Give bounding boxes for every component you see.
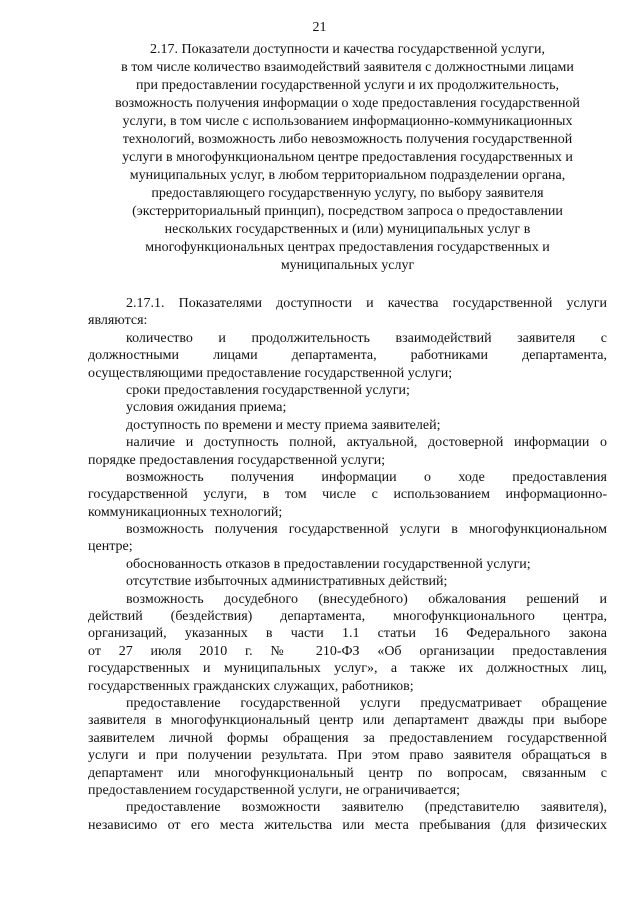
body-line: предоставление государственной услуги предусматривает обращение [126,695,607,711]
heading-line: нескольких государственных и (или) муниципальных услуг в [164,222,531,237]
heading-line: в том числе количество взаимодействий заявителя с должностными лицами [121,60,574,75]
heading-line: (экстерриториальный принцип), посредством запроса о предоставлении [132,204,563,219]
body-line: заявителем личной формы обращения за предоставлением государственной [88,730,607,746]
body-line: условия ожидания приема; [126,400,287,416]
heading-line: при предоставлении государственной услуги и их продолжительность, [136,78,559,93]
heading-line: муниципальных услуг, в любом территориальном подразделении органа, [129,168,566,183]
body-line: осуществляющими предоставление государственной услуги; [88,365,453,381]
body-line: отсутствие избыточных административных действий; [126,574,448,590]
heading-line: 2.17. Показатели доступности и качества государственной услуги, [150,42,545,57]
heading-line: предоставляющего государственную услугу, по выбору заявителя [151,186,544,201]
section-heading [88,41,607,275]
body-line: действий (бездействия) департамента, многофункционального центра, [88,609,607,625]
body-line: возможность получения информации о ходе предоставления [126,469,607,485]
page-number: 21 [312,20,327,35]
body-line: являются: [88,313,148,329]
body-line: центре; [88,539,133,555]
body-text [88,295,607,834]
body-line: обоснованность отказов в предоставлении государственной услуги; [126,556,531,572]
heading-line: технологий, возможность либо невозможность получения государственной [122,132,573,147]
body-line: предоставлением государственной услуги, не ограничивается; [88,782,460,798]
body-line: департамент или многофункциональный центр по вопросам, связанным с [88,765,607,781]
body-line: государственных гражданских служащих, работников; [88,678,414,694]
heading-line: услуги в многофункциональном центре предоставления государственных и [122,150,573,165]
body-line: государственной услуги, в том числе с использованием информационно- [88,487,607,503]
heading-line: муниципальных услуг [280,258,415,273]
body-line: заявителя в многофункциональный центр или департамент дважды при выборе [88,713,607,729]
body-line: наличие и доступность полной, актуальной, достоверной информации о [126,435,607,451]
body-line: государственных и муниципальных услуг», а также их должностных лиц, [88,661,607,677]
body-line: услуги и при получении результата. При этом право заявителя обращаться в [88,748,607,764]
heading-line: многофункциональных центрах предоставления государственных и [145,240,550,255]
body-line: должностными лицами департамента, работниками департамента, [88,348,607,364]
body-line: организаций, указанных в части 1.1 статьи 16 Федерального закона [88,626,607,642]
body-line: возможность досудебного (внесудебного) обжалования решений и [126,591,607,607]
body-line: доступность по времени и месту приема заявителей; [126,417,441,433]
body-line: сроки предоставления государственной услуги; [126,382,410,398]
body-line: возможность получения государственной услуги в многофункциональном [126,522,607,538]
heading-line: возможность получения информации о ходе предоставления государственной [115,96,580,111]
body-line: коммуникационных технологий; [88,504,283,520]
body-line: количество и продолжительность взаимодействий заявителя с [126,330,607,346]
body-line: предоставление возможности заявителю (представителю заявителя), [126,800,607,816]
body-line: порядке предоставления государственной услуги; [88,452,386,468]
heading-line: услуги, в том числе с использованием информационно-коммуникационных [122,114,573,129]
body-line: независимо от его места жительства или места пребывания (для физических [88,817,607,833]
body-line: от 27 июля 2010 г. № 210-ФЗ «Об организации предоставления [88,643,607,659]
body-line: 2.17.1. Показателями доступности и качества государственной услуги [126,296,607,311]
